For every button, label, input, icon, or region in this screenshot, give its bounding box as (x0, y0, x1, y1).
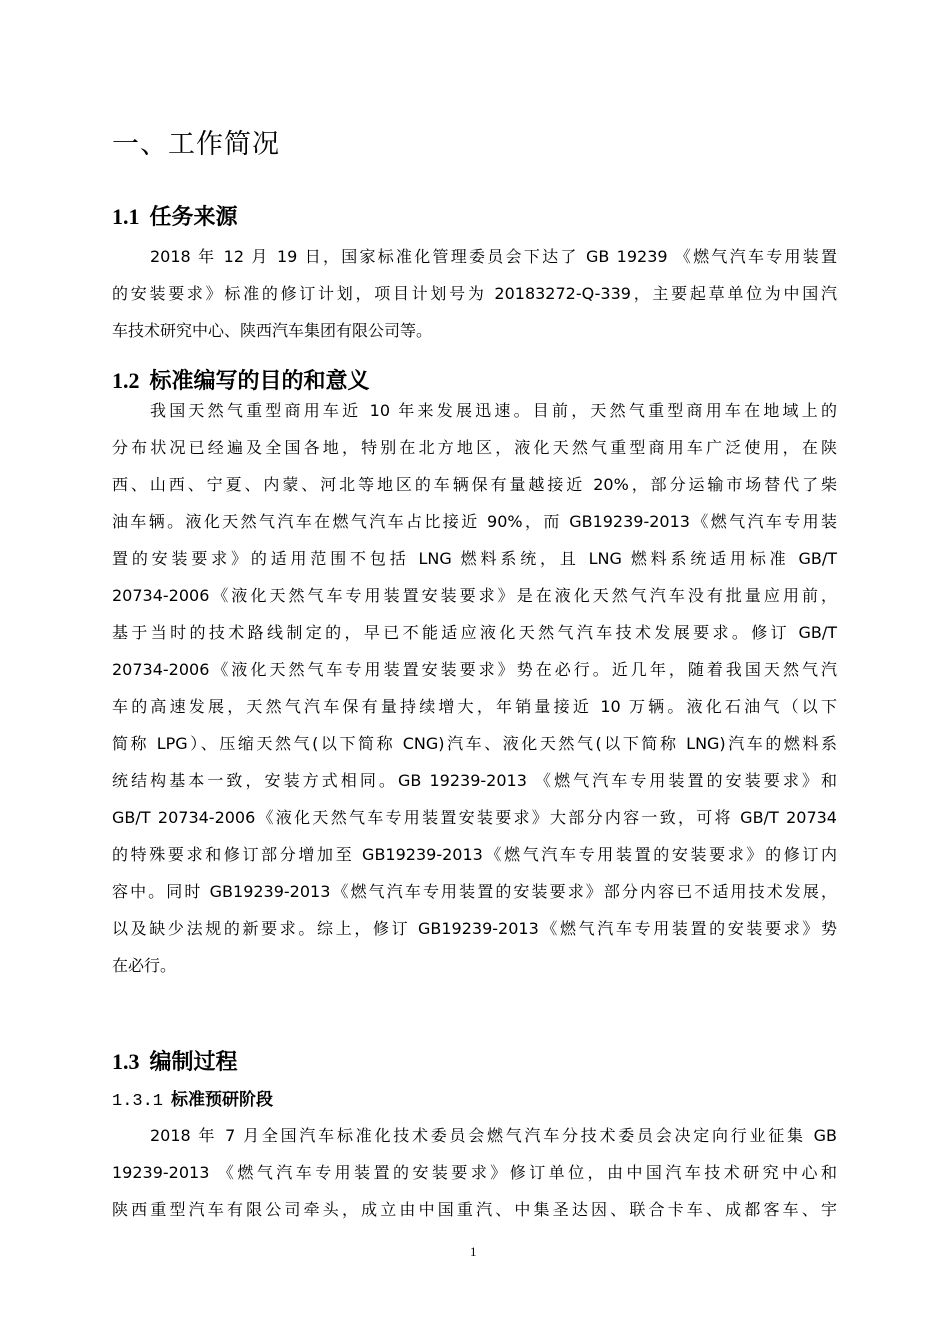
paragraph-line: 的安装要求》标准的修订计划，项目计划号为 20183272-Q-339，主要起草单位为中国汽 (112, 284, 837, 303)
paragraph-line: 19239-2013 《燃气汽车专用装置的安装要求》修订单位，由中国汽车技术研究中心和 (112, 1163, 837, 1182)
section-heading-1-2 (112, 364, 370, 395)
page-number: 1 (470, 1244, 477, 1259)
paragraph-line: 西、山西、宁夏、内蒙、河北等地区的车辆保有量越接近 20%，部分运输市场替代了柴 (112, 475, 837, 494)
paragraph-line: 车技术研究中心、陕西汽车集团有限公司等。 (112, 321, 433, 340)
paragraph-line: 陕西重型汽车有限公司牵头，成立由中国重汽、中集圣达因、联合卡车、成都客车、宇 (112, 1200, 837, 1219)
paragraph-line: 20734-2006《液化天然气车专用装置安装要求》是在液化天然气汽车没有批量应用前， (112, 586, 837, 605)
subsection-heading-1-3-1 (112, 1085, 273, 1111)
paragraph-line: 20734-2006《液化天然气车专用装置安装要求》势在必行。近几年，随着我国天然气汽 (112, 660, 837, 679)
section-number: 1.3 (112, 1049, 140, 1074)
section-heading-1-3 (112, 1045, 238, 1076)
paragraph-line: 2018 年 7 月全国汽车标准化技术委员会燃气汽车分技术委员会决定向行业征集 GB (150, 1126, 837, 1145)
section-title: 标准编写的目的和意义 (149, 369, 370, 394)
subsection-title: 标准预研阶段 (171, 1090, 274, 1110)
section-heading-1-1 (112, 200, 238, 231)
paragraph-line: 车的高速发展，天然气汽车保有量持续增大，年销量接近 10 万辆。液化石油气（以下 (112, 697, 837, 716)
paragraph-line: 统结构基本一致，安装方式相同。GB 19239-2013 《燃气汽车专用装置的安装要求》和 (112, 771, 837, 790)
section-title: 编制过程 (149, 1050, 238, 1075)
paragraph-line: 基于当时的技术路线制定的，早已不能适应液化天然气汽车技术发展要求。修订 GB/T (112, 623, 837, 642)
paragraph-line: 以及缺少法规的新要求。综上，修订 GB19239-2013《燃气汽车专用装置的安装要求》势 (112, 919, 837, 938)
section-number: 1.2 (112, 368, 140, 393)
chapter-title: 一、工作简况 (112, 129, 280, 160)
paragraph-line: 简称 LPG）、压缩天然气(以下简称 CNG)汽车、液化天然气(以下简称 LNG)汽车的燃料系 (112, 734, 837, 753)
paragraph-line: 分布状况已经遍及全国各地，特别在北方地区，液化天然气重型商用车广泛使用，在陕 (112, 438, 837, 457)
section-title: 任务来源 (149, 205, 238, 230)
paragraph-line: GB/T 20734-2006《液化天然气车专用装置安装要求》大部分内容一致，可将 GB/T 20734 (112, 808, 837, 827)
paragraph-line: 容中。同时 GB19239-2013《燃气汽车专用装置的安装要求》部分内容已不适用技术发展， (112, 882, 837, 901)
section-number: 1.1 (112, 204, 140, 229)
subsection-number: 1.3.1 (112, 1092, 164, 1111)
paragraph-line: 的特殊要求和修订部分增加至 GB19239-2013《燃气汽车专用装置的安装要求》的修订内 (112, 845, 837, 864)
paragraph-line: 2018 年 12 月 19 日，国家标准化管理委员会下达了 GB 19239 《燃气汽车专用装置 (150, 247, 837, 266)
paragraph-line: 我国天然气重型商用车近 10 年来发展迅速。目前，天然气重型商用车在地域上的 (150, 401, 837, 420)
paragraph-line: 置的安装要求》的适用范围不包括 LNG 燃料系统，且 LNG 燃料系统适用标准 GB/T (112, 549, 837, 568)
paragraph-line: 油车辆。液化天然气汽车在燃气汽车占比接近 90%，而 GB19239-2013《燃气汽车专用装 (112, 512, 837, 531)
paragraph-line: 在必行。 (112, 956, 177, 975)
